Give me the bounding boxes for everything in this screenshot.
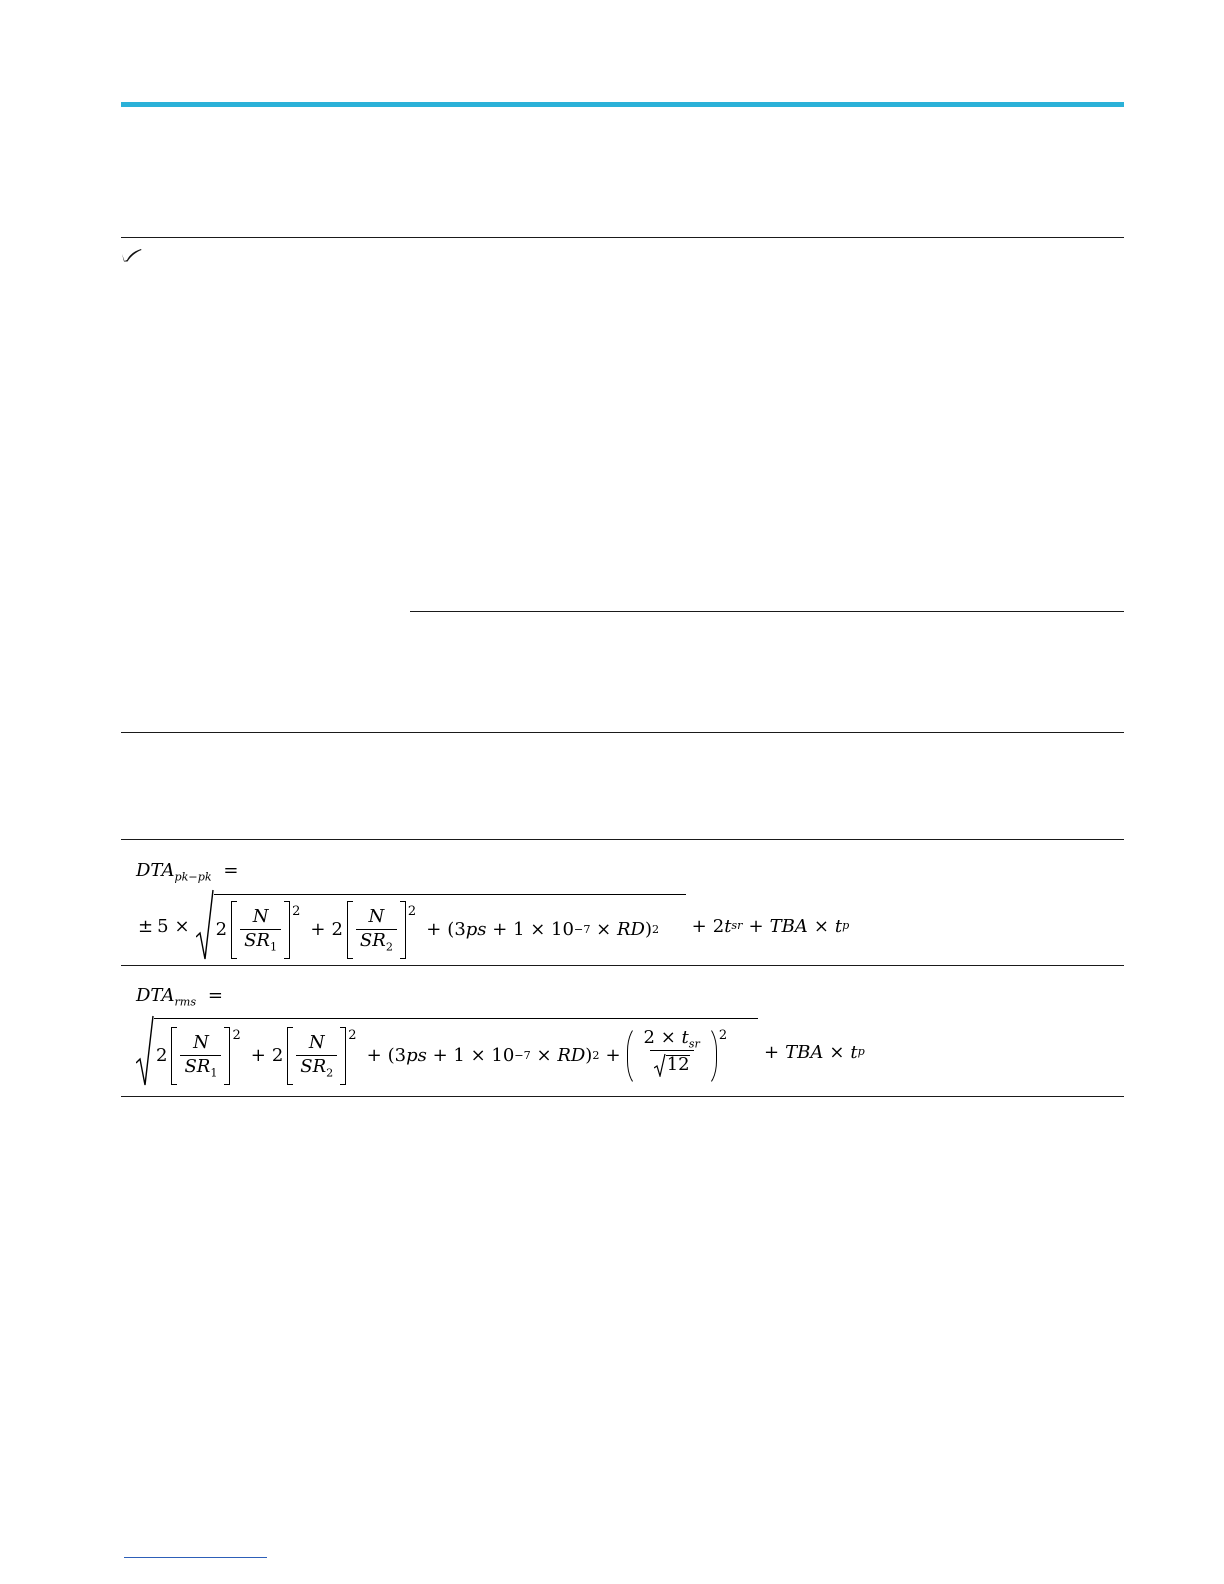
subscript-1: 1 [269,940,278,954]
coef-two: 2 [331,919,343,940]
header-accent-bar [121,102,1124,107]
plus-sign: + [426,919,442,940]
table-top-rule [121,237,1124,238]
numerator-n: N [308,1032,325,1054]
dta-pk-pk-formula: ± 5 × 2 $\frac{N}{SR_1}$ 2 + 2 $\frac{N}{SR_2}$ 2 + (3 ps + 1 × 10 −7 × RD ) 2 + 2 t sr + TBA × t p [138,890,849,962]
tba-symbol: TBA [769,915,808,937]
fraction-n-sr1 [240,906,281,954]
fraction-n-sr2 [296,1032,337,1080]
coef-two: 2 [271,1045,284,1066]
offset-term-open: (3 [387,1045,407,1066]
bracket-term-1 [171,1027,230,1085]
table-inner-rule [410,611,1124,612]
square-root [136,1015,758,1089]
factor-five: 5 [157,915,169,937]
plus-sign: + [310,919,326,940]
dta-pk-pk-label [136,860,244,884]
times-sign: × [660,1027,676,1049]
subscript-2: 2 [385,940,393,954]
checkmark-icon [121,247,143,261]
coef-two: 2 [215,919,228,940]
times-sign: × [174,915,190,937]
numerator-n: N [193,1032,209,1054]
denominator-sr: SR [184,1056,211,1077]
fraction-n-sr2 [356,906,397,954]
rms-subscript: rms [174,995,197,1009]
footer-link-underline[interactable] [124,1557,267,1558]
times-sign: × [813,915,829,937]
radicand: 2 $\frac{N}{SR_1}$ 2 + 2 $\frac{N}{SR_2}$ 2 + (3 ps + 1 × 10 −7 × RD ) 2 + $\frac{2 \times t_{sr}}{12}$ 2 [154,1018,758,1087]
plus-sign: + [764,1041,780,1063]
small-square-root [654,1053,690,1077]
t-symbol: t [681,1027,689,1049]
t-symbol: t [834,915,843,937]
dta-symbol: DTA [136,860,175,881]
radical-sign-icon [196,889,214,963]
bracket-term-1 [231,901,290,959]
fraction-n-sr1 [180,1032,221,1080]
denominator-sr: SR [300,1056,327,1077]
radicand: 2 $\frac{N}{SR_1}$ 2 + 2 $\frac{N}{SR_2}$ 2 + (3 ps + 1 × 10 −7 × RD ) 2 [214,894,686,959]
t-symbol: t [724,915,732,937]
bracket-term-2 [347,901,406,959]
dta-rms-label [136,985,229,1009]
formula-table-bottom-rule [121,1096,1124,1097]
t-symbol: t [850,1041,858,1063]
denominator-sr: SR [244,930,270,951]
radical-sign-icon [136,1015,154,1089]
square-exponent: 2 [407,903,417,919]
coef-two: 2 [643,1027,655,1049]
equals-sign: = [207,985,223,1006]
subscript-2: 2 [326,1066,334,1080]
coef-two: 2 [156,1045,168,1066]
coef-two-t: 2 [712,915,725,937]
offset-term-mid: + 1 × 10 [486,919,574,940]
ps-unit: ps [406,1045,427,1066]
numerator-n: N [368,906,385,928]
square-exponent: 2 [348,1027,357,1043]
bracket-term-2 [287,1027,346,1085]
square-exponent: 2 [718,1027,728,1043]
plus-sign: + [250,1045,266,1066]
sr-subscript: sr [688,1037,700,1051]
rd-symbol: RD [616,919,645,940]
subscript-1: 1 [210,1066,218,1080]
plus-sign: + [748,915,764,937]
plus-sign: + [691,915,707,937]
table-bottom-rule [121,732,1124,733]
plus-minus-sign: ± [138,915,154,937]
plus-sign: + [605,1045,621,1066]
close-paren: ) [644,919,652,940]
twelve: 12 [666,1054,690,1076]
equals-sign: = [223,860,239,881]
denominator-sr: SR [359,930,386,951]
fraction-2tsr-sqrt12 [640,1029,704,1082]
pk-pk-subscript: pk−pk [174,870,212,884]
formula-separator-rule [121,965,1124,966]
ps-unit: ps [465,919,487,940]
times-sign: × [829,1041,845,1063]
formula-table-top-rule [121,839,1124,840]
paren-term [627,1025,717,1087]
dta-symbol: DTA [136,985,175,1006]
close-paren: ) [585,1045,593,1066]
numerator-n: N [252,906,269,928]
dta-rms-formula: 2 $\frac{N}{SR_1}$ 2 + 2 $\frac{N}{SR_2}$ 2 + (3 ps + 1 × 10 −7 × RD ) 2 + $\frac{2 \times t_{sr}}{12}$ 2 + TBA × t p [136,1014,865,1090]
square-exponent: 2 [232,1027,241,1043]
offset-term-times: × [530,1045,558,1066]
offset-term-times: × [590,919,617,940]
tba-symbol: TBA [785,1041,824,1063]
offset-term-open: (3 [447,919,466,940]
square-exponent: 2 [292,903,301,919]
offset-term-mid: + 1 × 10 [426,1045,515,1066]
rd-symbol: RD [557,1045,586,1066]
small-radical-sign-icon [654,1053,666,1077]
square-root [196,889,686,963]
plus-sign: + [366,1045,382,1066]
